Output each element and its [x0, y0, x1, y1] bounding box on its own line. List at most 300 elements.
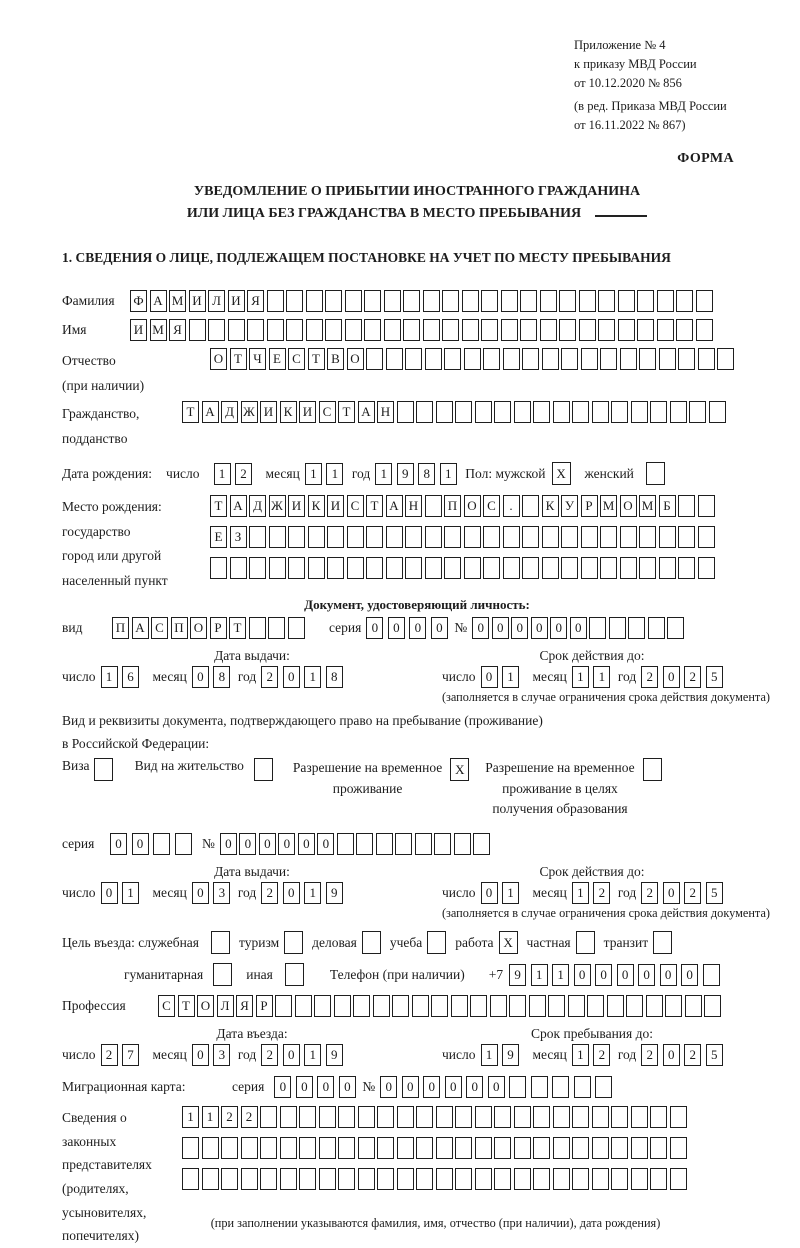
char-box[interactable] — [397, 1106, 414, 1128]
char-box[interactable] — [620, 348, 637, 370]
char-box[interactable] — [553, 1137, 570, 1159]
char-box[interactable]: 2 — [241, 1106, 258, 1128]
char-box[interactable] — [347, 557, 364, 579]
char-box[interactable]: И — [299, 401, 316, 423]
char-box[interactable] — [689, 401, 706, 423]
char-box[interactable] — [522, 495, 539, 517]
char-box[interactable] — [462, 290, 479, 312]
char-box[interactable]: Т — [182, 401, 199, 423]
char-box[interactable] — [631, 1137, 648, 1159]
char-box[interactable] — [501, 290, 518, 312]
char-box[interactable] — [548, 995, 565, 1017]
char-box[interactable] — [639, 526, 656, 548]
char-box[interactable] — [358, 1168, 375, 1190]
char-box[interactable] — [308, 526, 325, 548]
char-box[interactable] — [319, 1168, 336, 1190]
char-box[interactable] — [531, 1076, 548, 1098]
char-box[interactable] — [202, 1137, 219, 1159]
char-box[interactable]: 0 — [298, 833, 315, 855]
char-box[interactable] — [592, 1137, 609, 1159]
char-box[interactable]: 1 — [326, 463, 343, 485]
char-box[interactable] — [425, 557, 442, 579]
char-box[interactable] — [611, 401, 628, 423]
char-box[interactable] — [249, 617, 266, 639]
char-box[interactable] — [327, 557, 344, 579]
char-box[interactable]: Д — [221, 401, 238, 423]
char-box[interactable] — [319, 1106, 336, 1128]
char-box[interactable]: П — [171, 617, 188, 639]
visa-checkbox[interactable] — [94, 758, 113, 781]
char-box[interactable]: 0 — [380, 1076, 397, 1098]
char-box[interactable] — [241, 1137, 258, 1159]
char-box[interactable] — [698, 557, 715, 579]
char-box[interactable]: О — [210, 348, 227, 370]
char-box[interactable] — [436, 1106, 453, 1128]
char-box[interactable] — [670, 1168, 687, 1190]
char-box[interactable]: О — [347, 348, 364, 370]
char-box[interactable]: Т — [229, 617, 246, 639]
char-box[interactable] — [657, 319, 674, 341]
char-box[interactable] — [353, 995, 370, 1017]
char-box[interactable] — [698, 348, 715, 370]
char-box[interactable] — [665, 995, 682, 1017]
char-box[interactable] — [228, 319, 245, 341]
char-box[interactable]: 2 — [261, 882, 278, 904]
char-box[interactable] — [464, 557, 481, 579]
char-box[interactable]: Л — [217, 995, 234, 1017]
char-box[interactable] — [704, 995, 721, 1017]
char-box[interactable]: 0 — [283, 666, 300, 688]
char-box[interactable]: Е — [269, 348, 286, 370]
char-box[interactable]: О — [620, 495, 637, 517]
char-box[interactable] — [314, 995, 331, 1017]
char-box[interactable]: И — [130, 319, 147, 341]
char-box[interactable]: М — [600, 495, 617, 517]
char-box[interactable] — [514, 1106, 531, 1128]
char-box[interactable] — [607, 995, 624, 1017]
char-box[interactable] — [598, 290, 615, 312]
sex-male-checkbox[interactable]: X — [552, 462, 571, 485]
char-box[interactable] — [395, 833, 412, 855]
char-box[interactable]: М — [639, 495, 656, 517]
char-box[interactable]: И — [260, 401, 277, 423]
char-box[interactable] — [540, 290, 557, 312]
char-box[interactable] — [678, 348, 695, 370]
char-box[interactable] — [503, 557, 520, 579]
char-box[interactable]: 2 — [684, 882, 701, 904]
char-box[interactable] — [416, 1106, 433, 1128]
char-box[interactable] — [405, 526, 422, 548]
char-box[interactable]: И — [288, 495, 305, 517]
char-box[interactable] — [561, 557, 578, 579]
char-box[interactable]: 2 — [641, 666, 658, 688]
char-box[interactable]: С — [347, 495, 364, 517]
char-box[interactable] — [667, 617, 684, 639]
purpose-transit-checkbox[interactable] — [653, 931, 672, 954]
char-box[interactable] — [579, 319, 596, 341]
char-box[interactable] — [338, 1168, 355, 1190]
char-box[interactable] — [436, 1137, 453, 1159]
char-box[interactable] — [280, 1168, 297, 1190]
char-box[interactable]: 0 — [481, 882, 498, 904]
char-box[interactable]: 1 — [531, 964, 548, 986]
char-box[interactable]: С — [288, 348, 305, 370]
char-box[interactable] — [494, 1137, 511, 1159]
char-box[interactable] — [670, 401, 687, 423]
char-box[interactable]: Д — [249, 495, 266, 517]
char-box[interactable] — [678, 526, 695, 548]
char-box[interactable] — [572, 1106, 589, 1128]
char-box[interactable]: Е — [210, 526, 227, 548]
char-box[interactable]: Л — [208, 290, 225, 312]
char-box[interactable] — [464, 526, 481, 548]
char-box[interactable] — [345, 290, 362, 312]
char-box[interactable]: 1 — [572, 882, 589, 904]
char-box[interactable]: Т — [366, 495, 383, 517]
char-box[interactable] — [696, 319, 713, 341]
char-box[interactable] — [620, 526, 637, 548]
char-box[interactable]: 0 — [192, 666, 209, 688]
char-box[interactable] — [338, 1106, 355, 1128]
char-box[interactable]: 1 — [202, 1106, 219, 1128]
char-box[interactable]: 0 — [660, 964, 677, 986]
char-box[interactable] — [533, 1106, 550, 1128]
char-box[interactable]: 0 — [663, 882, 680, 904]
char-box[interactable]: 9 — [326, 1044, 343, 1066]
char-box[interactable]: 2 — [641, 882, 658, 904]
char-box[interactable]: 0 — [492, 617, 509, 639]
char-box[interactable] — [451, 995, 468, 1017]
char-box[interactable]: 0 — [663, 666, 680, 688]
char-box[interactable] — [338, 1137, 355, 1159]
char-box[interactable]: Ф — [130, 290, 147, 312]
char-box[interactable] — [269, 557, 286, 579]
char-box[interactable] — [221, 1168, 238, 1190]
char-box[interactable]: 0 — [617, 964, 634, 986]
char-box[interactable]: А — [358, 401, 375, 423]
char-box[interactable]: Т — [338, 401, 355, 423]
char-box[interactable] — [286, 319, 303, 341]
char-box[interactable] — [592, 1106, 609, 1128]
char-box[interactable] — [423, 290, 440, 312]
char-box[interactable] — [553, 1168, 570, 1190]
char-box[interactable]: 0 — [423, 1076, 440, 1098]
char-box[interactable] — [386, 348, 403, 370]
char-box[interactable]: 0 — [317, 1076, 334, 1098]
char-box[interactable] — [559, 290, 576, 312]
residence-permit-checkbox[interactable] — [254, 758, 273, 781]
char-box[interactable]: Р — [210, 617, 227, 639]
char-box[interactable] — [659, 557, 676, 579]
char-box[interactable] — [522, 348, 539, 370]
char-box[interactable]: Р — [256, 995, 273, 1017]
char-box[interactable] — [533, 1137, 550, 1159]
char-box[interactable] — [572, 401, 589, 423]
char-box[interactable]: 9 — [326, 882, 343, 904]
char-box[interactable] — [327, 526, 344, 548]
char-box[interactable]: П — [112, 617, 129, 639]
char-box[interactable] — [288, 526, 305, 548]
char-box[interactable] — [415, 833, 432, 855]
char-box[interactable]: Т — [210, 495, 227, 517]
char-box[interactable] — [650, 1168, 667, 1190]
char-box[interactable] — [717, 348, 734, 370]
char-box[interactable]: 2 — [593, 1044, 610, 1066]
purpose-other-checkbox[interactable] — [285, 963, 304, 986]
char-box[interactable] — [592, 1168, 609, 1190]
purpose-tourism-checkbox[interactable] — [284, 931, 303, 954]
char-box[interactable]: 8 — [326, 666, 343, 688]
char-box[interactable]: 0 — [366, 617, 383, 639]
char-box[interactable] — [475, 1168, 492, 1190]
char-box[interactable] — [494, 1106, 511, 1128]
char-box[interactable] — [405, 348, 422, 370]
char-box[interactable]: 1 — [572, 666, 589, 688]
char-box[interactable]: А — [386, 495, 403, 517]
char-box[interactable]: 1 — [440, 463, 457, 485]
char-box[interactable]: 0 — [110, 833, 127, 855]
char-box[interactable]: 0 — [101, 882, 118, 904]
char-box[interactable] — [366, 526, 383, 548]
char-box[interactable] — [308, 557, 325, 579]
char-box[interactable]: С — [158, 995, 175, 1017]
char-box[interactable] — [483, 348, 500, 370]
char-box[interactable] — [366, 348, 383, 370]
char-box[interactable]: Ж — [241, 401, 258, 423]
char-box[interactable]: Я — [236, 995, 253, 1017]
char-box[interactable] — [377, 1137, 394, 1159]
char-box[interactable]: 5 — [706, 666, 723, 688]
char-box[interactable] — [455, 1168, 472, 1190]
char-box[interactable]: 0 — [192, 1044, 209, 1066]
char-box[interactable]: 0 — [488, 1076, 505, 1098]
char-box[interactable] — [202, 1168, 219, 1190]
char-box[interactable]: 9 — [502, 1044, 519, 1066]
char-box[interactable] — [703, 964, 720, 986]
char-box[interactable] — [434, 833, 451, 855]
char-box[interactable]: У — [561, 495, 578, 517]
char-box[interactable] — [386, 557, 403, 579]
purpose-business-checkbox[interactable] — [362, 931, 381, 954]
char-box[interactable] — [676, 319, 693, 341]
char-box[interactable] — [306, 319, 323, 341]
char-box[interactable] — [572, 1168, 589, 1190]
char-box[interactable]: 0 — [388, 617, 405, 639]
char-box[interactable]: 0 — [259, 833, 276, 855]
char-box[interactable] — [529, 995, 546, 1017]
purpose-humanitarian-checkbox[interactable] — [213, 963, 232, 986]
char-box[interactable]: А — [230, 495, 247, 517]
char-box[interactable] — [455, 401, 472, 423]
char-box[interactable] — [561, 526, 578, 548]
char-box[interactable]: В — [327, 348, 344, 370]
char-box[interactable] — [581, 348, 598, 370]
char-box[interactable] — [473, 833, 490, 855]
char-box[interactable]: 9 — [509, 964, 526, 986]
char-box[interactable]: О — [197, 995, 214, 1017]
char-box[interactable]: С — [151, 617, 168, 639]
char-box[interactable] — [501, 319, 518, 341]
char-box[interactable] — [678, 557, 695, 579]
char-box[interactable] — [628, 617, 645, 639]
char-box[interactable] — [579, 290, 596, 312]
char-box[interactable]: Ч — [249, 348, 266, 370]
char-box[interactable] — [267, 290, 284, 312]
char-box[interactable]: 0 — [445, 1076, 462, 1098]
char-box[interactable]: Т — [230, 348, 247, 370]
char-box[interactable] — [657, 290, 674, 312]
char-box[interactable] — [553, 1106, 570, 1128]
char-box[interactable] — [592, 401, 609, 423]
char-box[interactable]: 3 — [213, 882, 230, 904]
char-box[interactable] — [175, 833, 192, 855]
char-box[interactable]: М — [150, 319, 167, 341]
char-box[interactable]: И — [327, 495, 344, 517]
char-box[interactable] — [648, 617, 665, 639]
char-box[interactable] — [286, 290, 303, 312]
char-box[interactable] — [581, 557, 598, 579]
char-box[interactable]: 1 — [304, 666, 321, 688]
char-box[interactable] — [403, 319, 420, 341]
char-box[interactable]: К — [280, 401, 297, 423]
char-box[interactable]: 0 — [192, 882, 209, 904]
char-box[interactable]: О — [190, 617, 207, 639]
char-box[interactable] — [631, 401, 648, 423]
char-box[interactable] — [659, 526, 676, 548]
char-box[interactable]: 1 — [552, 964, 569, 986]
char-box[interactable]: 2 — [261, 1044, 278, 1066]
char-box[interactable]: 0 — [239, 833, 256, 855]
char-box[interactable] — [483, 526, 500, 548]
char-box[interactable] — [423, 319, 440, 341]
char-box[interactable] — [295, 995, 312, 1017]
char-box[interactable] — [503, 526, 520, 548]
char-box[interactable]: И — [189, 290, 206, 312]
char-box[interactable] — [631, 1106, 648, 1128]
char-box[interactable] — [481, 319, 498, 341]
char-box[interactable] — [260, 1106, 277, 1128]
char-box[interactable]: 1 — [122, 882, 139, 904]
char-box[interactable] — [611, 1137, 628, 1159]
char-box[interactable] — [574, 1076, 591, 1098]
char-box[interactable] — [709, 401, 726, 423]
char-box[interactable] — [589, 617, 606, 639]
char-box[interactable]: 0 — [550, 617, 567, 639]
char-box[interactable] — [509, 1076, 526, 1098]
char-box[interactable] — [431, 995, 448, 1017]
char-box[interactable]: П — [444, 495, 461, 517]
char-box[interactable]: 1 — [214, 463, 231, 485]
char-box[interactable]: 1 — [304, 1044, 321, 1066]
char-box[interactable] — [377, 1168, 394, 1190]
char-box[interactable] — [337, 833, 354, 855]
char-box[interactable] — [288, 557, 305, 579]
char-box[interactable]: 1 — [182, 1106, 199, 1128]
char-box[interactable] — [416, 1168, 433, 1190]
char-box[interactable] — [444, 348, 461, 370]
char-box[interactable] — [670, 1106, 687, 1128]
char-box[interactable]: 7 — [122, 1044, 139, 1066]
char-box[interactable] — [503, 348, 520, 370]
char-box[interactable] — [553, 401, 570, 423]
char-box[interactable] — [425, 526, 442, 548]
char-box[interactable] — [659, 348, 676, 370]
char-box[interactable] — [299, 1168, 316, 1190]
char-box[interactable]: З — [230, 526, 247, 548]
char-box[interactable] — [384, 290, 401, 312]
char-box[interactable] — [241, 1168, 258, 1190]
char-box[interactable]: 1 — [304, 882, 321, 904]
char-box[interactable] — [559, 319, 576, 341]
char-box[interactable] — [609, 617, 626, 639]
char-box[interactable]: 1 — [305, 463, 322, 485]
char-box[interactable]: 0 — [317, 833, 334, 855]
char-box[interactable] — [600, 348, 617, 370]
char-box[interactable] — [552, 1076, 569, 1098]
char-box[interactable] — [425, 495, 442, 517]
char-box[interactable] — [514, 1137, 531, 1159]
char-box[interactable] — [392, 995, 409, 1017]
char-box[interactable] — [334, 995, 351, 1017]
char-box[interactable] — [221, 1137, 238, 1159]
char-box[interactable] — [397, 401, 414, 423]
char-box[interactable] — [481, 290, 498, 312]
char-box[interactable] — [470, 995, 487, 1017]
char-box[interactable] — [676, 290, 693, 312]
char-box[interactable]: 2 — [684, 1044, 701, 1066]
char-box[interactable] — [475, 1137, 492, 1159]
char-box[interactable] — [600, 557, 617, 579]
char-box[interactable]: К — [308, 495, 325, 517]
char-box[interactable] — [454, 833, 471, 855]
char-box[interactable] — [397, 1168, 414, 1190]
char-box[interactable] — [542, 557, 559, 579]
char-box[interactable] — [475, 401, 492, 423]
char-box[interactable] — [345, 319, 362, 341]
char-box[interactable] — [280, 1137, 297, 1159]
purpose-private-checkbox[interactable] — [576, 931, 595, 954]
char-box[interactable] — [540, 319, 557, 341]
char-box[interactable] — [637, 290, 654, 312]
char-box[interactable]: А — [150, 290, 167, 312]
char-box[interactable] — [153, 833, 170, 855]
char-box[interactable]: 0 — [220, 833, 237, 855]
char-box[interactable] — [678, 495, 695, 517]
char-box[interactable]: О — [464, 495, 481, 517]
char-box[interactable] — [533, 1168, 550, 1190]
char-box[interactable] — [182, 1137, 199, 1159]
char-box[interactable] — [685, 995, 702, 1017]
char-box[interactable]: 1 — [101, 666, 118, 688]
char-box[interactable]: 0 — [283, 882, 300, 904]
char-box[interactable]: Р — [581, 495, 598, 517]
char-box[interactable]: М — [169, 290, 186, 312]
char-box[interactable] — [650, 1137, 667, 1159]
char-box[interactable] — [364, 290, 381, 312]
char-box[interactable] — [618, 290, 635, 312]
char-box[interactable]: 0 — [511, 617, 528, 639]
char-box[interactable] — [637, 319, 654, 341]
edu-residence-checkbox[interactable] — [643, 758, 662, 781]
char-box[interactable] — [386, 526, 403, 548]
char-box[interactable] — [542, 348, 559, 370]
char-box[interactable]: К — [542, 495, 559, 517]
char-box[interactable] — [696, 290, 713, 312]
char-box[interactable] — [650, 1106, 667, 1128]
char-box[interactable] — [325, 319, 342, 341]
char-box[interactable]: 0 — [531, 617, 548, 639]
purpose-work-checkbox[interactable]: X — [499, 931, 518, 954]
